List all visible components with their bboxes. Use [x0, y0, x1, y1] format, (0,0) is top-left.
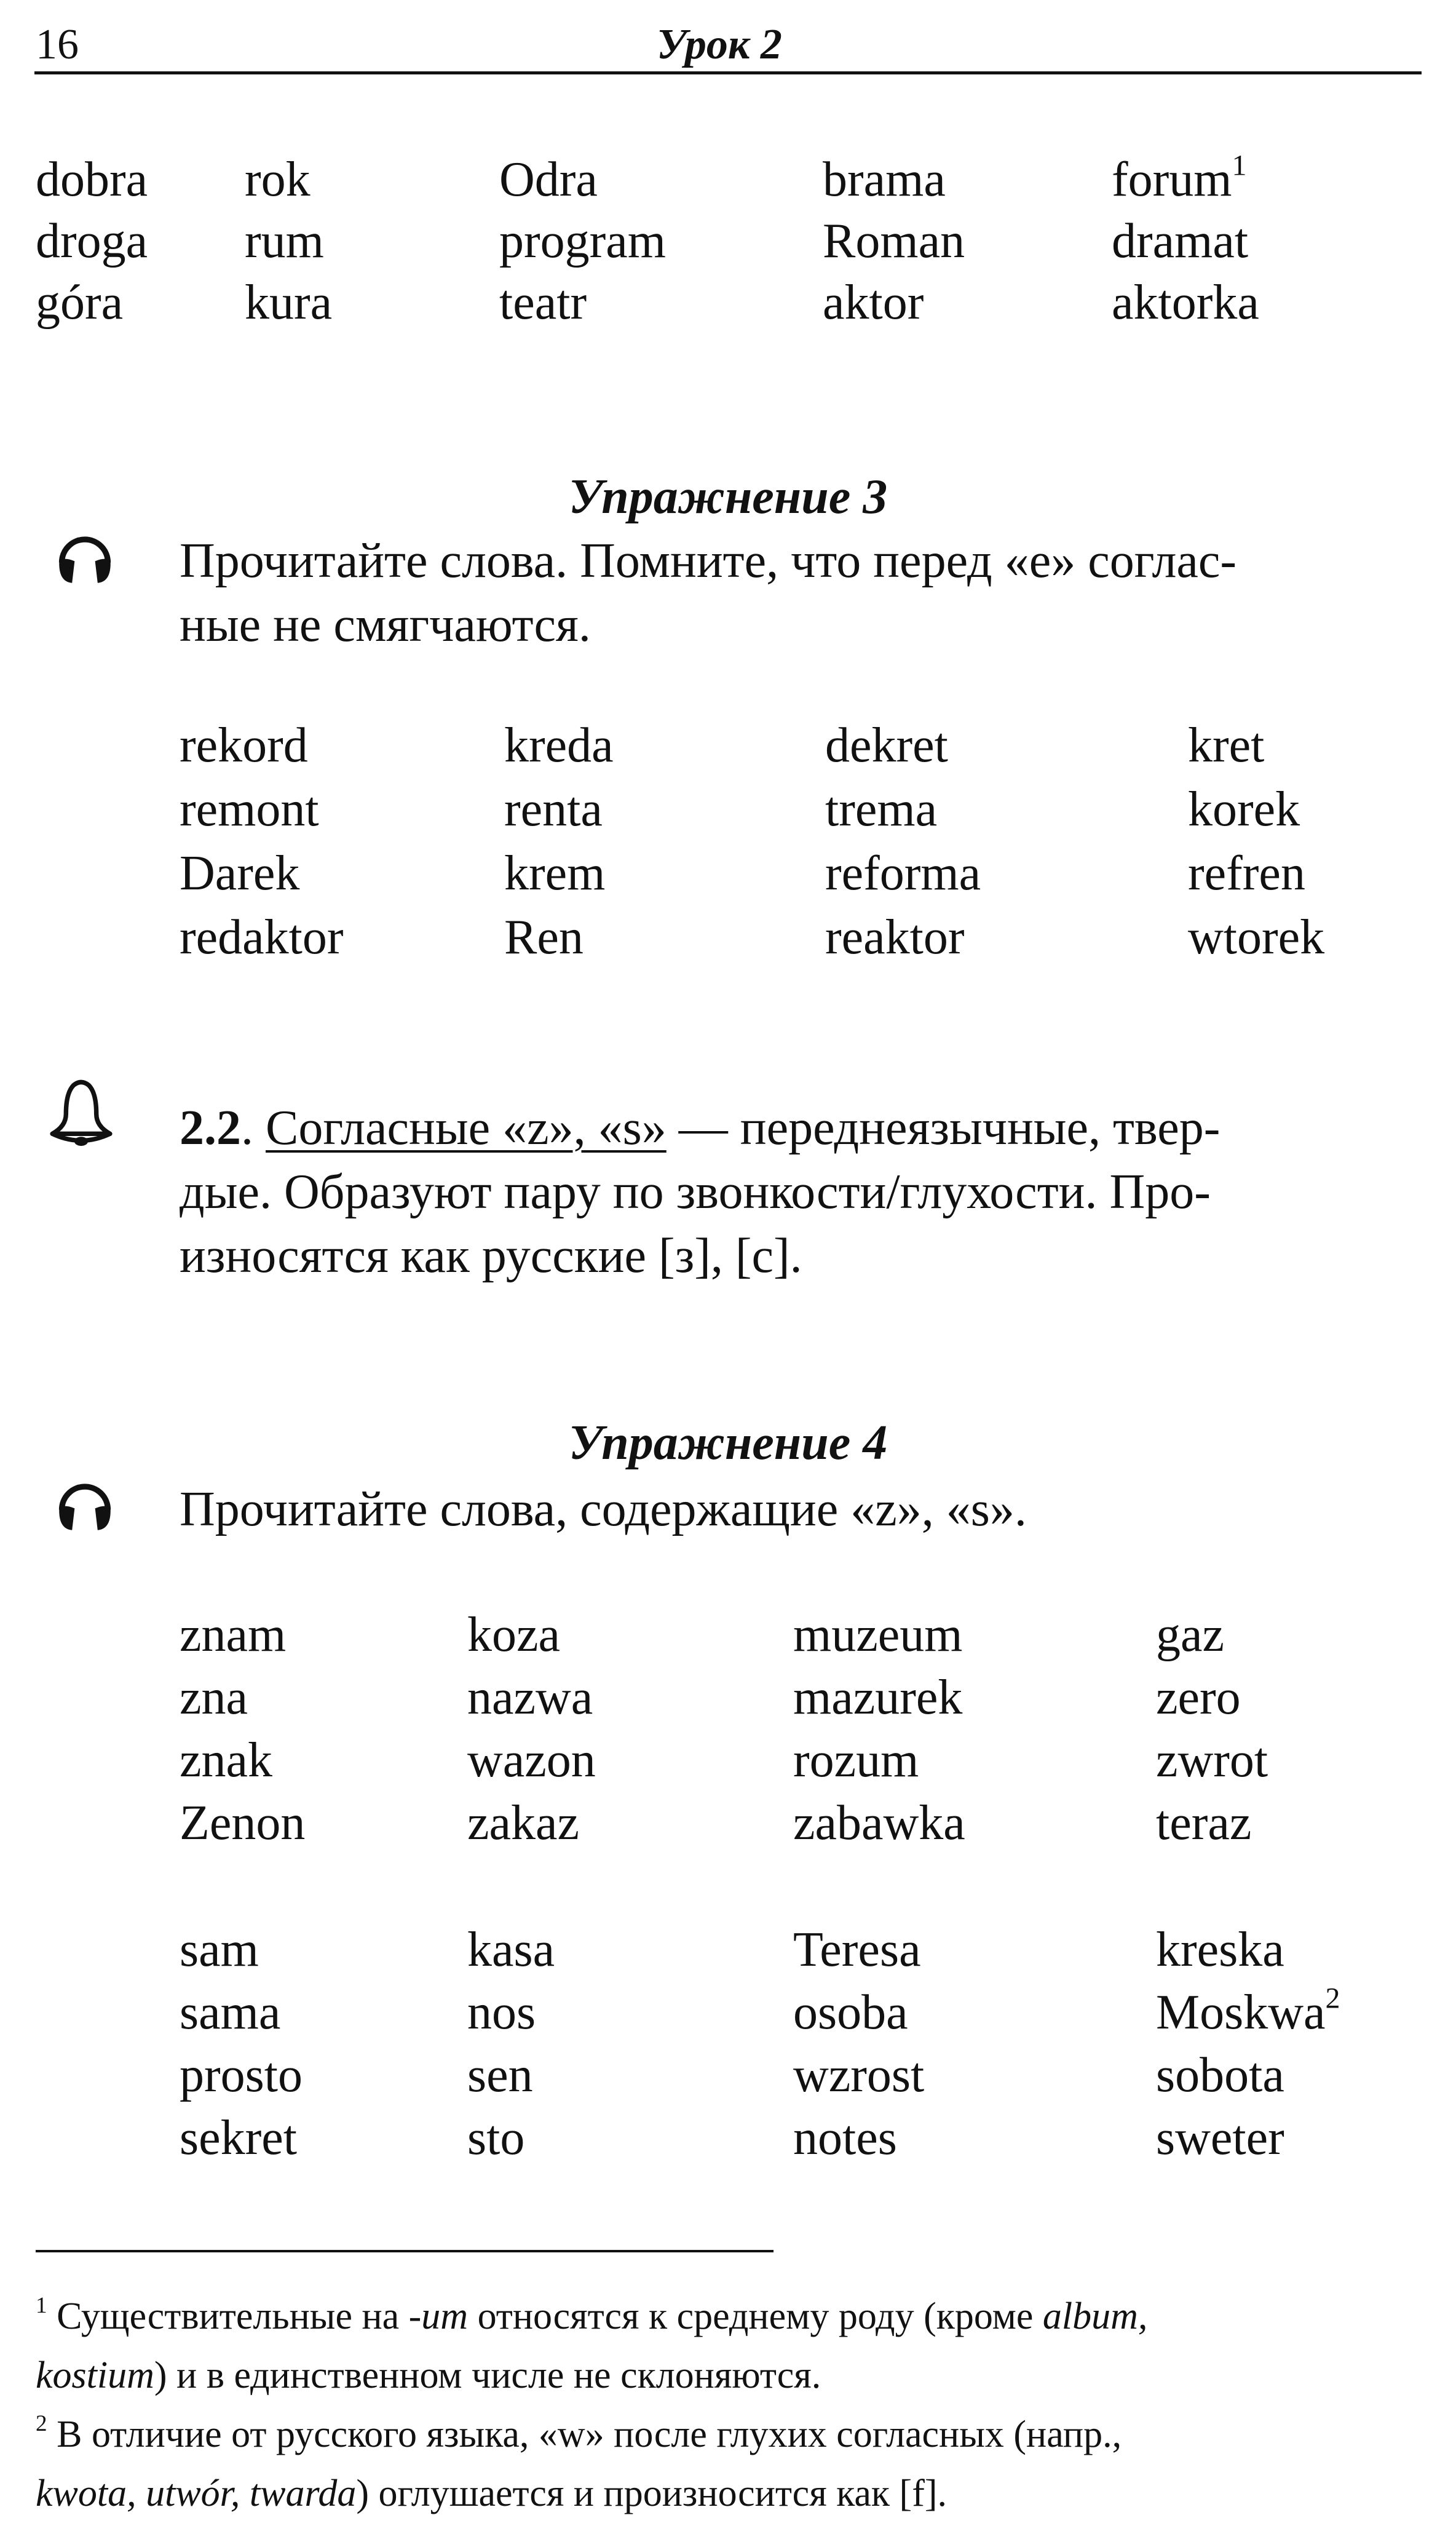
exercise-3-instruction: Прочитайте слова. Помните, что перед «е» соглас- ные не смягчаются. — [180, 534, 1237, 652]
word: notes — [793, 2111, 897, 2165]
word: renta — [504, 782, 603, 836]
word: rekord — [180, 718, 308, 773]
word: aktor — [823, 276, 924, 330]
word: reforma — [825, 846, 981, 900]
word: rozum — [793, 1733, 919, 1787]
footnote-mark-1: 1 — [36, 2292, 47, 2318]
word: wzrost — [793, 2048, 925, 2102]
word: trema — [825, 782, 938, 836]
word: kret — [1188, 718, 1265, 773]
word: kura — [245, 276, 333, 330]
word: zero — [1156, 1671, 1241, 1725]
word: sto — [467, 2111, 525, 2165]
word: kasa — [467, 1923, 555, 1977]
word: sam — [180, 1923, 259, 1977]
word: droga — [36, 214, 148, 268]
word: nos — [467, 1985, 536, 2040]
word: znam — [180, 1608, 287, 1662]
headphones-icon — [53, 523, 117, 587]
word: aktorka — [1112, 276, 1259, 330]
word: sekret — [180, 2111, 298, 2165]
word: kreska — [1156, 1923, 1284, 1977]
word: wazon — [467, 1733, 596, 1787]
word: program — [499, 214, 667, 268]
word: brama — [823, 153, 946, 207]
word: prosto — [180, 2048, 303, 2102]
word: Teresa — [793, 1923, 921, 1977]
footnote-ref-1: 1 — [1232, 149, 1247, 182]
word: Roman — [823, 214, 965, 268]
word: wtorek — [1188, 910, 1325, 964]
word: mazurek — [793, 1671, 963, 1725]
word: redaktor — [180, 910, 344, 964]
word: dekret — [825, 718, 948, 773]
word: kreda — [504, 718, 614, 773]
exercise-3-title: Упражнение 3 — [568, 470, 888, 524]
footnote-rule — [36, 2250, 774, 2252]
footnote-mark-2: 2 — [36, 2410, 47, 2436]
word: muzeum — [793, 1608, 963, 1662]
word: Darek — [180, 846, 300, 900]
word: sweter — [1156, 2111, 1284, 2165]
lesson-title: Урок 2 — [657, 21, 782, 68]
word: rok — [245, 153, 311, 207]
word-moskwa: Moskwa$^2$ — [1156, 1982, 1340, 2040]
word: krem — [504, 846, 606, 900]
word: rum — [245, 214, 324, 268]
word: teatr — [499, 276, 587, 330]
exercise-4-instruction: Прочитайте слова, содержащие «z», «s». — [180, 1482, 1027, 1536]
word: nazwa — [467, 1671, 593, 1725]
word: góra — [36, 276, 124, 330]
word: sobota — [1156, 2048, 1284, 2102]
word: reaktor — [825, 910, 965, 964]
bell-icon — [43, 1078, 119, 1149]
headphones-icon — [53, 1470, 117, 1534]
footnote-ref-2: 2 — [1325, 1982, 1340, 2015]
footnote-1: $^1$ Существительные на -um относятся к среднему роду (кроме album, kostium) и в единственном числе не склоняются. — [36, 2292, 1148, 2396]
word: osoba — [793, 1985, 908, 2040]
word: Ren — [504, 910, 584, 964]
word: remont — [180, 782, 319, 836]
word: sen — [467, 2048, 533, 2102]
word: zakaz — [467, 1796, 580, 1850]
word: dramat — [1112, 214, 1249, 268]
word: zna — [180, 1671, 248, 1725]
word: zwrot — [1156, 1733, 1268, 1787]
rule-number: 2.2 — [180, 1101, 241, 1155]
word: refren — [1188, 846, 1305, 900]
word: gaz — [1156, 1608, 1225, 1662]
word: teraz — [1156, 1796, 1252, 1850]
word: Odra — [499, 153, 598, 207]
word: znak — [180, 1733, 273, 1787]
page-number: 16 — [36, 21, 79, 68]
word: dobra — [36, 153, 148, 207]
rule-2-2-text: 2.2. Согласные «z», «s» — переднеязычные, твер- дые. Образуют пару по звонкости/глухости. Про- износятся как русские [з], [с]. — [180, 1101, 1221, 1283]
exercise-4-title: Упражнение 4 — [568, 1416, 888, 1470]
word: Zenon — [180, 1796, 306, 1850]
word: zabawka — [793, 1796, 965, 1850]
rule-topic: Согласные «z», «s» — [266, 1101, 667, 1155]
word: koza — [467, 1608, 561, 1662]
word: sama — [180, 1985, 281, 2040]
header-rule — [34, 71, 1422, 74]
word-forum: forum$^1$ — [1112, 149, 1247, 207]
word: korek — [1188, 782, 1300, 836]
footnote-2: $^2$ В отличие от русского языка, «w» после глухих согласных (напр., kwota, utwór, twarda) оглушается и произносится как [f]. — [36, 2410, 1122, 2514]
